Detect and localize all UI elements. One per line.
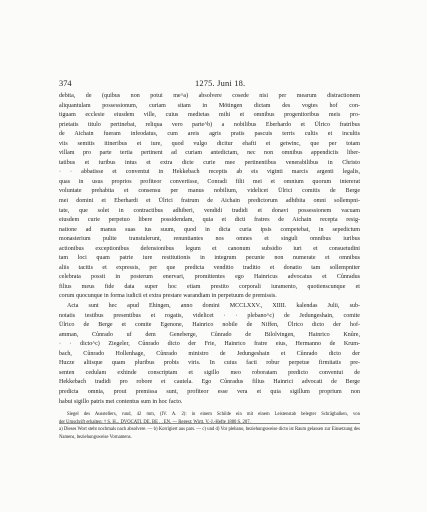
text-line: tatibus et iuribus intus et extra dicte curie mee pertinentibus venerabilibus in Christo [59, 159, 360, 166]
text-line: Hekkebach tradidi pro robore et cautela. Ego Cůnradus filius Hainrici advocati de Berge [59, 379, 360, 386]
text-line: eiusdem curie perpetuo libere possidendam, quia et dicti fratres de Aichain recepta resig- [59, 217, 360, 224]
text-line: prietatis titulo pertinebat, reliqua vero parte^b) a nobilibus Eberhardo et Ülrico fratribus [59, 121, 360, 128]
text-line: amman, Cůnrado uf dem Geneberge, Cůnrado de Bilolvingen, Hainrico Knůre, [59, 331, 360, 338]
text-line: notatis testibus presentibus et rogatis, videlicet · · plebano^c) de Jedungeshain, comite [59, 312, 360, 319]
footnote-text: a) Dieses Wort steht nochmals nach absolvere. — b) Korrigiert aus pars. — c) und d) Vor plebano, beziehungsweise dicto ist Raum gelassen zur Einsetzung des Namens, beziehungsweise Vornamens. [59, 427, 360, 441]
footnote-divider [59, 423, 360, 424]
text-line: · · dicto^c) Ziegeler, Cůnrado dicto der Frie, Hainrico fratre eius, Hermanno de Krum- [59, 341, 360, 348]
text-line: bach, Cůnrado Hollenhage, Cůnrado ministro de Jedungeshain et Cůnrado dicto der [59, 350, 360, 357]
text-line: de Aichain fueram infeodatus, cum areis agris pratis pascuis terris cultis et incultis [59, 131, 360, 138]
text-line: Huzze aliisque quam pluribus probis viris. In cuius facti robur perpetue firmitatis pre- [59, 360, 360, 367]
text-line: voluntate prehabita et consensu per manus nobilium, videlicet Ülrici comitis de Berge [59, 188, 360, 195]
text-line: habui sigillo patris mei contentus sum in hoc facto. [59, 398, 183, 405]
text-line: tam loci quam patrie iure restitutionis in integrum pecunie non numerate et omnibus [59, 255, 360, 262]
footnotes [59, 426, 360, 442]
text-line: viis semitis itineribus et iure, quod vulgo dicitur ehafti et getwinc, que per totam [59, 140, 360, 147]
text-line: monasterium pulite transtulerunt, renuntiantes nos omnes et singuli omnibus iuribus [59, 236, 360, 243]
text-line: tiguam ecclesie eiusdem ville, cuius medietas mihi et omnibus progenitoribus meis pro- [59, 112, 360, 119]
page-header [59, 79, 360, 89]
text-line: Acta sunt hec apud Ehingen, anno domini MCCLXXV., XIIII. kalendas Julii, sub- [67, 303, 360, 310]
text-line: debita, de (quibus non potui me^a) absolvere cosede nisi per mearum distractionem [59, 93, 360, 99]
text-line: aliquantulam possessionum, curiam sitam in Mötingen dictam des vogtes hof con- [59, 102, 360, 109]
note-line: der Umschrift erhalten: † S. H... DVOCATI. DE. BE . . EN. — Regest: Wirtt. V.-J.-Hefte 1880 S. 207. [59, 420, 251, 426]
running-head: 1275. Juni 18. [195, 79, 246, 88]
text-line: aliis tacitis et expressis, per que predicta venditio traditio et donatio tam sollempniter [59, 264, 360, 271]
text-line: predicta omnia, prout premissa sunt, profiteor esse vera et quia sigillum proprium non [59, 388, 360, 395]
text-line: actionibus exceptionibus defensionibus legum et canonum subsidio iuri et consuetudini [59, 245, 360, 252]
text-line: filius meus fide data super hoc etiam prestito corporali iuramento, quotienscunque et [59, 283, 360, 290]
text-line: senten cedulam exhinde conscriptam et sigillo meo roboratam predicto conventui de [59, 369, 360, 376]
page-number: 374 [59, 79, 72, 88]
text-line: tate, que solet in contractibus adhiberi, vendidi tradidi et donavi possessionem vacuam [59, 207, 360, 214]
text-line: natione ad manus suas ius suum, quod in dicta curia ipsis competebat, in sepedictum [59, 226, 360, 233]
text-line: corum quocunque in forma iudicii et extra prestare warandiam in perpetuum de premissis. [59, 293, 277, 300]
text-line: villam pro parte tertia pertinent ad curiam antedictam, nec non omnibus appendiciis liber- [59, 150, 360, 157]
charter-text [59, 92, 360, 407]
text-line: · · abbatisse et conventui in Hekkebach receptis ab eis viginti marcis argenti legalis, [59, 169, 360, 176]
note-line: Siegel des Ausstellers, rund, 42 mm, (IV. A. 2): in einem Schilde ein mit einem Leistenstab belegter Schrägbalken, von [67, 412, 360, 417]
text-line: celebrata possit in posterum enervari, promittentes ego Hainricus advocatus et Cůnradus [59, 274, 360, 281]
text-line: quas in usus proprios profiteor convertisse, Conradi filii mei et omnium quorum intererat [59, 178, 360, 185]
text-line: mei domini et Eberhardi et Ülrici fratrum de Aichain predictorum adhibita omni sollempni- [59, 198, 360, 205]
text-line: Ülrico de Berge et comite Egenone, Hainrico nobile de Niffen, Ülrico dicto der hof- [59, 322, 360, 329]
apparatus-notes [59, 411, 360, 427]
